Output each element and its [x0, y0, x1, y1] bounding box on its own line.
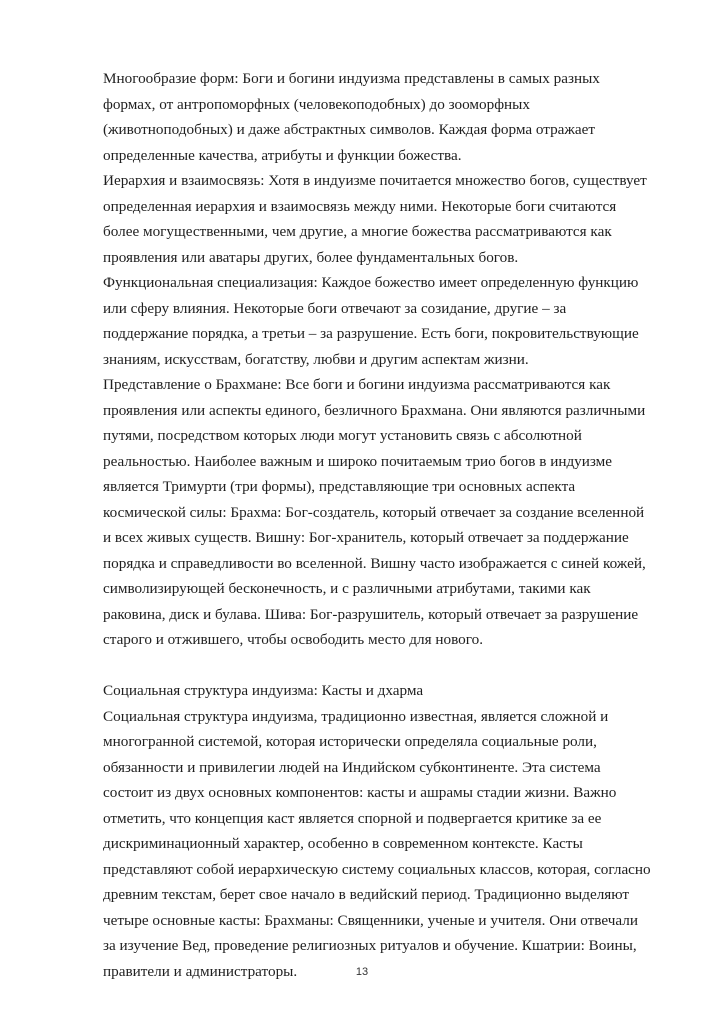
document-body	[103, 66, 651, 984]
paragraph-social-structure: Социальная структура индуизма, традиционно известная, является сложной и многогранной системой, которая исторически определяла социальные роли, обязанности и привилегии людей на Индийском субконтиненте. Эта система состоит из двух основных компонентов: касты и ашрамы стадии жизни. Важно отметить, что концепция каст является спорной и подвергается критике за ее дискриминационный характер, особенно в современном контексте. Касты представляют собой иерархическую систему социальных классов, которая, согласно древним текстам, берет свое начало в ведийский период. Традиционно выделяют четыре основные касты: Брахманы: Священники, ученые и учителя. Они отвечали за изучение Вед, проведение религиозных ритуалов и обучение. Кшатрии: Воины, правители и администраторы.	[103, 707, 651, 980]
paragraph-hierarchy: Иерархия и взаимосвязь: Хотя в индуизме почитается множество богов, существует определенная иерархия и взаимосвязь между ними. Некоторые боги считаются более могущественными, чем другие, а многие божества рассматриваются как проявления или аватары других, более фундаментальных богов.	[103, 172, 647, 266]
paragraph-brahman: Представление о Брахмане: Все боги и богини индуизма рассматриваются как проявления или аспекты единого, безличного Брахмана. Они являются различными путями, посредством которых люди могут установить связь с абсолютной реальностью. Наиболее важным и широко почитаемым трио богов в индуизме является Тримурти (три формы), представляющие три основных аспекта космической силы: Брахма: Бог-создатель, который отвечает за создание вселенной и всех живых существ. Вишну: Бог-хранитель, который отвечает за поддержание порядка и справедливости во вселенной. Вишну часто изображается с синей кожей, символизирующей бесконечность, и с различными атрибутами, такими как раковина, диск и булава. Шива: Бог-разрушитель, который отвечает за разрушение старого и отжившего, чтобы освободить место для нового.	[103, 376, 646, 648]
page-number: 13	[355, 966, 369, 978]
paragraph-gap	[103, 653, 651, 679]
paragraph-specialization: Функциональная специализация: Каждое божество имеет определенную функцию или сферу влияния. Некоторые боги отвечают за созидание, другие – за поддержание порядка, а третьи – за разрушение. Есть боги, покровительствующие знаниям, искусствам, богатству, любви и другим аспектам жизни.	[103, 274, 639, 368]
paragraph-forms: Многообразие форм: Боги и богини индуизма представлены в самых разных формах, от антропоморфных (человекоподобных) до зооморфных (животноподобных) и даже абстрактных символов. Каждая форма отражает определенные качества, атрибуты и функции божества.	[103, 70, 600, 164]
section-heading: Социальная структура индуизма: Касты и дхарма	[103, 682, 424, 699]
